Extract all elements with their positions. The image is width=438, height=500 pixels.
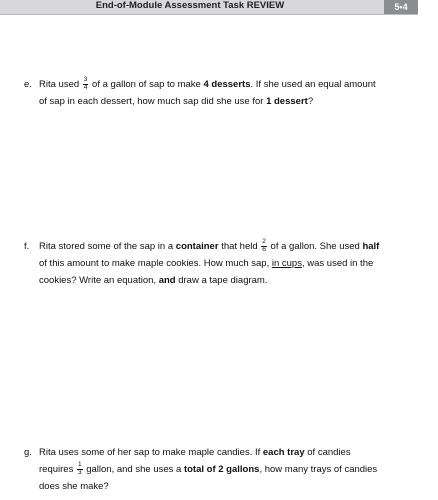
problem-f-letter: f. — [24, 241, 30, 252]
text: , was used in the — [301, 258, 374, 269]
text: of sap in each dessert, how much sap did she use for — [39, 96, 264, 107]
emphasis: total of 2 gallons — [183, 464, 260, 475]
problem-g-line-3 — [24, 478, 424, 495]
fraction-denominator: 3 — [77, 468, 82, 476]
fraction — [77, 462, 83, 476]
text: of this amount to make maple cookies. How much sap, — [39, 258, 270, 269]
underlined-text: in cups — [271, 258, 302, 269]
problem-f — [24, 238, 424, 289]
text: draw a tape diagram. — [178, 275, 268, 286]
text: , how many trays of candies — [259, 464, 378, 475]
fraction — [261, 239, 267, 253]
text: that held — [221, 241, 258, 252]
text: . If she used an equal amount — [250, 79, 376, 90]
text: Rita stored some of the sap in a — [39, 241, 174, 252]
problem-f-line-3 — [24, 272, 424, 289]
problem-g-letter: g. — [24, 447, 32, 458]
problem-e — [24, 76, 424, 110]
fraction-denominator: 4 — [83, 83, 88, 91]
problem-e-line-2 — [24, 93, 424, 110]
text: of a gallon. She used — [270, 241, 360, 252]
emphasis: and — [158, 275, 176, 286]
emphasis: container — [175, 241, 219, 252]
emphasis: 1 dessert — [266, 96, 308, 107]
text: of candies — [307, 447, 351, 458]
problem-e-letter: e. — [24, 79, 32, 90]
problem-e-line-1 — [24, 76, 424, 93]
text: of a gallon of sap to make — [92, 79, 201, 90]
emphasis: half — [362, 241, 380, 252]
problem-g-line-1 — [24, 444, 424, 461]
emphasis: each tray — [262, 447, 305, 458]
problem-f-line-1 — [24, 238, 424, 255]
problem-g-line-2 — [24, 461, 424, 478]
problem-g — [24, 444, 424, 495]
fraction — [83, 77, 89, 91]
module-title: End-of-Module Assessment Task REVIEW — [95, 0, 285, 11]
text: cookies? Write an equation, — [39, 275, 157, 286]
text: ? — [307, 96, 314, 107]
text: Rita uses some of her sap to make maple candies. If — [39, 447, 261, 458]
fraction-denominator: 6 — [262, 245, 266, 253]
text: requires — [39, 464, 74, 475]
fraction-numerator: 1 — [77, 461, 82, 469]
lesson-badge: 5•4 — [384, 0, 418, 14]
fraction-numerator: 3 — [83, 76, 88, 84]
text: Rita used — [39, 79, 80, 90]
problem-f-line-2 — [24, 255, 424, 272]
text: does she make? — [39, 481, 109, 492]
fraction-numerator: 2 — [262, 238, 266, 246]
header-bar — [0, 0, 418, 15]
text: gallon, and she uses a — [86, 464, 182, 475]
emphasis: 4 desserts — [203, 79, 251, 90]
